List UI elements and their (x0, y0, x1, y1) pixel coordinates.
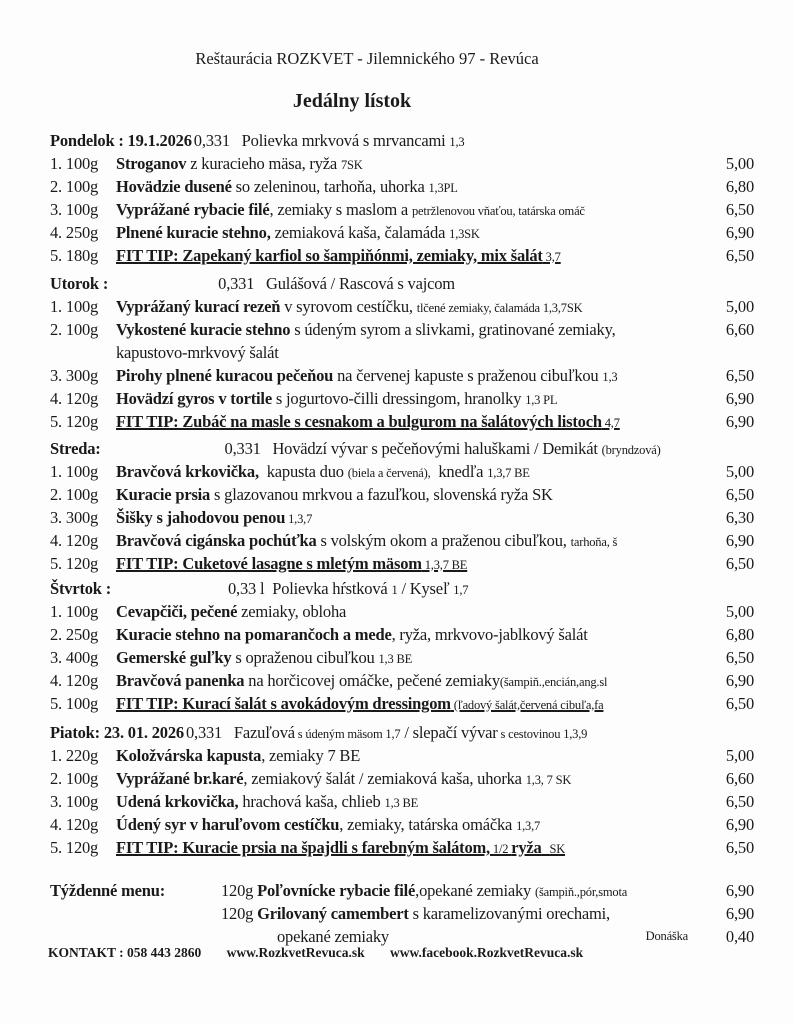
dish-description: 0,331 Polievka mrkvová s mrvancami (193, 131, 450, 150)
item-number-weight: 2. 100g (50, 320, 99, 339)
dish-description: s volským okom a praženou cibuľkou, (316, 531, 571, 550)
dish-name: Vyprážané rybacie filé (116, 200, 270, 219)
day-header (50, 129, 754, 152)
dish-name: Stroganov (116, 154, 187, 173)
allergens-note: 1,3 (602, 370, 618, 384)
item-number-weight: 5. 120g (50, 554, 99, 573)
fit-tip (116, 554, 467, 573)
dish-description: kapusta duo (258, 462, 348, 481)
dish-description: 120g (221, 881, 258, 900)
price: 6,50 (725, 554, 754, 573)
allergens-note: 7SK (340, 158, 363, 172)
item-description (116, 600, 710, 623)
item-number-weight: 2. 100g (50, 485, 99, 504)
price: 6,50 (725, 366, 754, 385)
menu-item (50, 295, 754, 318)
menu-item (50, 813, 754, 836)
item-description (116, 198, 710, 221)
day-header (50, 437, 754, 460)
item-description (116, 813, 710, 836)
item-number-weight: 3. 300g (50, 366, 99, 385)
price: 6,50 (725, 200, 754, 219)
item-text (116, 177, 458, 196)
price: 6,60 (725, 769, 754, 788)
weekly-item (221, 879, 710, 902)
menu-item (50, 410, 754, 433)
dish-description: z kuracieho mäsa, ryža (186, 154, 341, 173)
weekly-item-continuation: opekané zemiaky (277, 927, 389, 946)
dish-description: , ryža, mrkvovo-jablkový šalát (391, 625, 588, 644)
item-text (116, 508, 312, 527)
dish-description: , zemiaky 7 BE (261, 746, 361, 765)
item-number-weight: 5. 180g (50, 246, 99, 265)
item-description (116, 692, 710, 715)
price: 6,50 (725, 485, 754, 504)
dish-description: , zemiaky, tatárska omáčka (339, 815, 517, 834)
menu-item (50, 460, 754, 483)
dish-name: Vyprážané br.karé (116, 769, 244, 788)
allergens-note: tlčené zemiaky, čalamáda 1,3,7SK (416, 301, 583, 315)
allergens-note: 1,3SK (449, 227, 480, 241)
item-description (116, 744, 710, 767)
menu-item (50, 529, 754, 552)
menu-item (50, 152, 754, 175)
allergens-note: 1,3 BE (378, 652, 413, 666)
menu-item (50, 175, 754, 198)
day-label: Pondelok : 19.1.2026 (50, 131, 192, 150)
dish-description: / slepačí vývar (400, 723, 498, 742)
dish-description: , zemiaky s maslom a (269, 200, 412, 219)
allergens-note: (biela a červená), (347, 466, 431, 480)
day-header (50, 272, 754, 295)
dish-description: s údeným syrom a slivkami, gratinované zemiaky, (290, 320, 616, 339)
day-header (50, 577, 754, 600)
item-number-weight: 1. 100g (50, 154, 99, 173)
dish-name: Poľovnícke rybacie filé (257, 881, 416, 900)
item-number-weight: 2. 100g (50, 769, 99, 788)
price: 6,90 (725, 904, 754, 923)
allergens-note: (bryndzová) (601, 443, 661, 457)
item-description (116, 506, 710, 529)
item-continuation: kapustovo-mrkvový šalát (116, 343, 279, 362)
menu-item (50, 767, 754, 790)
contact-phone: KONTAKT : 058 443 2860 (48, 945, 202, 960)
item-description (116, 175, 710, 198)
dish-name: ryža (511, 838, 542, 857)
item-description (116, 529, 710, 552)
facebook-link[interactable]: www.facebook.RozkvetRevuca.sk (390, 945, 584, 960)
price: 5,00 (725, 297, 754, 316)
price: 6,80 (725, 625, 754, 644)
dish-description: 120g (221, 904, 258, 923)
website-link[interactable]: www.RozkvetRevuca.sk (226, 945, 365, 960)
dish-description: ,opekané zemiaky (415, 881, 535, 900)
dish-description: , zemiakový šalát / zemiaková kaša, uhorka (243, 769, 526, 788)
day-section (50, 577, 754, 715)
dish-name: Bravčová cigánska pochúťka (116, 531, 317, 550)
dish-name: Gemerské guľky (116, 648, 232, 667)
item-number-weight: 5. 120g (50, 412, 99, 431)
dish-name: Udená krkovička, (116, 792, 239, 811)
soup (228, 577, 468, 600)
price: 6,60 (725, 320, 754, 339)
item-description (116, 767, 710, 790)
menu-item (50, 669, 754, 692)
allergens-note: 1/2 (489, 842, 512, 856)
day-label: Streda: (50, 439, 101, 458)
day-label: Štvrtok : (50, 579, 111, 598)
price: 6,90 (725, 815, 754, 834)
dish-name: Bravčová krkovička, (116, 462, 259, 481)
item-description (116, 790, 710, 813)
dish-description: na horčicovej omáčke, pečené zemiaky (244, 671, 500, 690)
item-text (116, 648, 412, 667)
allergens-note: 1,3,7 (285, 512, 313, 526)
price: 5,00 (725, 154, 754, 173)
dish-name: Kuracie prsia (116, 485, 211, 504)
dish-name: Plnené kuracie stehno, (116, 223, 271, 242)
item-number-weight: 3. 100g (50, 792, 99, 811)
fit-tip (116, 694, 603, 713)
dish-name: Vyprážaný kurací rezeň (116, 297, 281, 316)
dish-description: 0,331 Fazuľová (185, 723, 295, 742)
menu-item (50, 387, 754, 410)
dish-name: Údený syr v haruľovom cestíčku (116, 815, 340, 834)
item-text (116, 366, 617, 385)
item-number-weight: 3. 400g (50, 648, 99, 667)
dish-description: so zeleninou, tarhoňa, uhorka (231, 177, 429, 196)
item-description (116, 364, 710, 387)
item-text (116, 223, 480, 242)
dish-description: knedľa (430, 462, 488, 481)
price: 5,00 (725, 746, 754, 765)
item-number-weight: 3. 300g (50, 508, 99, 527)
item-text (116, 815, 540, 834)
item-description (116, 387, 710, 410)
soup (186, 721, 587, 744)
delivery-label: Donáška (645, 929, 688, 943)
item-number-weight: 3. 100g (50, 200, 99, 219)
price: 6,50 (725, 792, 754, 811)
allergens-note: s údeným mäsom 1,7 (294, 727, 401, 741)
day-section (50, 437, 754, 575)
allergens-note: 1,3,7 BE (487, 466, 530, 480)
price: 5,00 (725, 462, 754, 481)
dish-description: s glazovanou mrkvou a fazuľkou, slovenská ryža SK (210, 485, 553, 504)
item-description (116, 836, 710, 859)
item-number-weight: 4. 120g (50, 389, 99, 408)
day-label: Piatok: 23. 01. 2026 (50, 723, 184, 742)
item-description (116, 460, 710, 483)
allergens-note: 1,3 BE (384, 796, 419, 810)
dish-name: Kuracie stehno na pomarančoch a mede (116, 625, 392, 644)
item-text (116, 154, 363, 173)
item-description (116, 244, 710, 267)
item-number-weight: 2. 100g (50, 177, 99, 196)
price: 6,90 (725, 671, 754, 690)
allergens-note: s cestovinou 1,3,9 (497, 727, 588, 741)
soup (225, 437, 661, 460)
allergens-note: 1,7 (453, 583, 469, 597)
soup (218, 272, 455, 295)
menu-item (50, 646, 754, 669)
weekly-label: Týždenné menu: (50, 881, 165, 900)
day-section (50, 129, 754, 267)
dish-description: s jogurtovo-čilli dressingom, hranolky (271, 389, 526, 408)
allergens-note: (ľadový šalát,červená cibuľa,fa (450, 698, 604, 712)
menu-item (50, 506, 754, 529)
dish-name: Hovädzí gyros v tortile (116, 389, 272, 408)
item-description (116, 646, 710, 669)
menu-item (50, 244, 754, 267)
allergens-note: 4,7 (601, 416, 620, 430)
allergens-note: 1 (391, 583, 398, 597)
dish-description: s karamelizovanými orechami, (408, 904, 610, 923)
item-number-weight: 1. 100g (50, 462, 99, 481)
dish-name: FIT TIP: Cuketové lasagne s mletým mäsom (116, 554, 422, 573)
item-description (116, 295, 710, 318)
dish-description: zemiaky, obloha (237, 602, 347, 621)
weekly-row (50, 902, 754, 925)
soup (194, 129, 465, 152)
day-section (50, 272, 754, 433)
dish-name: Pirohy plnené kuracou pečeňou (116, 366, 334, 385)
dish-description: v syrovom cestíčku, (280, 297, 417, 316)
menu-item (50, 600, 754, 623)
dish-name: FIT TIP: Kuracie prsia na špajdli s farebným šalátom, (116, 838, 490, 857)
item-text (116, 389, 557, 408)
allergens-note: 1,3,7 (516, 819, 541, 833)
weekly-menu (50, 879, 754, 948)
allergens-note: 1,3,7 BE (421, 558, 468, 572)
fit-tip (116, 246, 561, 265)
item-number-weight: 4. 120g (50, 671, 99, 690)
item-text (116, 462, 530, 481)
item-text (116, 671, 607, 690)
item-text (116, 485, 553, 504)
item-description (116, 221, 710, 244)
menu-item (50, 318, 754, 341)
allergens-note: SK (549, 842, 566, 856)
item-text (116, 297, 582, 316)
item-number-weight: 1. 100g (50, 297, 99, 316)
dish-description: / Kyseľ (397, 579, 454, 598)
price: 6,90 (725, 531, 754, 550)
item-text (116, 200, 585, 219)
price: 6,50 (725, 648, 754, 667)
menu-item (50, 483, 754, 506)
dish-description: na červenej kapuste s praženou cibuľkou (333, 366, 603, 385)
item-text (116, 792, 418, 811)
price: 6,90 (725, 881, 754, 900)
dish-description: 0,331 Gulášová / Rascová s vajcom (218, 274, 455, 293)
allergens-note: tarhoňa, š (570, 535, 618, 549)
item-description (116, 483, 710, 506)
menu-item (50, 744, 754, 767)
item-text (116, 746, 360, 765)
menu-item (50, 692, 754, 715)
item-text (116, 769, 571, 788)
dish-name: Grilovaný camembert (257, 904, 409, 923)
item-number-weight: 4. 250g (50, 223, 99, 242)
price: 6,80 (725, 177, 754, 196)
weekly-row (50, 879, 754, 902)
dish-name: Vykostené kuracie stehno (116, 320, 291, 339)
allergens-note: (šampiň.,pór,smota (535, 885, 628, 899)
item-text (116, 531, 617, 550)
price: 6,90 (725, 389, 754, 408)
dish-description: s opraženou cibuľkou (231, 648, 379, 667)
day-section (50, 721, 754, 859)
price: 5,00 (725, 602, 754, 621)
dish-name: Koložvárska kapusta (116, 746, 262, 765)
menu-item (50, 221, 754, 244)
dish-name: Cevapčiči, pečené (116, 602, 238, 621)
dish-name: Hovädzie dusené (116, 177, 232, 196)
item-number-weight: 1. 100g (50, 602, 99, 621)
allergens-note: (šampiň.,encián,ang.sl (499, 675, 608, 689)
menu-item (50, 198, 754, 221)
allergens-note: 1,3 (449, 135, 465, 149)
item-number-weight: 5. 120g (50, 838, 99, 857)
item-number-weight: 4. 120g (50, 815, 99, 834)
weekly-item (221, 902, 710, 925)
dish-description: zemiaková kaša, čalamáda (270, 223, 450, 242)
allergens-note: 1,3 PL (525, 393, 558, 407)
allergens-note: petržlenovou vňaťou, tatárska omáč (411, 204, 585, 218)
allergens-note: 1,3PL (428, 181, 458, 195)
item-text (116, 602, 346, 621)
allergens-note: 3,7 (542, 250, 561, 264)
item-description (116, 669, 710, 692)
dish-description: 0,33 l Polievka hŕstková (228, 579, 392, 598)
item-text (116, 320, 616, 339)
day-label: Utorok : (50, 274, 109, 293)
dish-name: Bravčová panenka (116, 671, 245, 690)
item-description (116, 152, 710, 175)
item-description (116, 623, 710, 646)
dish-description: 0,331 Hovädzí vývar s pečeňovými haluškami / Demikát (224, 439, 602, 458)
allergens-note: 1,3, 7 SK (525, 773, 572, 787)
menu-item (50, 364, 754, 387)
menu-item (50, 836, 754, 859)
price: 6,50 (725, 694, 754, 713)
item-number-weight: 1. 220g (50, 746, 99, 765)
price: 6,30 (725, 508, 754, 527)
contact-line (48, 945, 605, 961)
dish-name: FIT TIP: Kurací šalát s avokádovým dressingom (116, 694, 451, 713)
price: 6,90 (725, 223, 754, 242)
dish-name: FIT TIP: Zubáč na masle s cesnakom a bulgurom na šalátových listoch (116, 412, 602, 431)
dish-name: Šišky s jahodovou penou (116, 508, 286, 527)
item-text (116, 625, 588, 644)
delivery-price: 0,40 (725, 927, 754, 946)
item-description (116, 318, 710, 341)
fit-tip (116, 838, 565, 857)
dish-name: FIT TIP: Zapekaný karfiol so šampiňónmi, zemiaky, mix šalát (116, 246, 543, 265)
restaurant-header: Reštaurácia ROZKVET - Jilemnického 97 - Revúca (195, 49, 539, 68)
menu-item (50, 552, 754, 575)
page-title: Jedálny lístok (292, 90, 412, 112)
price: 6,50 (725, 838, 754, 857)
item-number-weight: 5. 100g (50, 694, 99, 713)
day-header (50, 721, 754, 744)
price: 6,90 (725, 412, 754, 431)
fit-tip (116, 412, 620, 431)
dish-description: hrachová kaša, chlieb (238, 792, 385, 811)
price: 6,50 (725, 246, 754, 265)
menu-item (50, 790, 754, 813)
item-number-weight: 2. 250g (50, 625, 99, 644)
item-number-weight: 4. 120g (50, 531, 99, 550)
menu-item (50, 623, 754, 646)
item-description (116, 410, 710, 433)
item-description (116, 552, 710, 575)
